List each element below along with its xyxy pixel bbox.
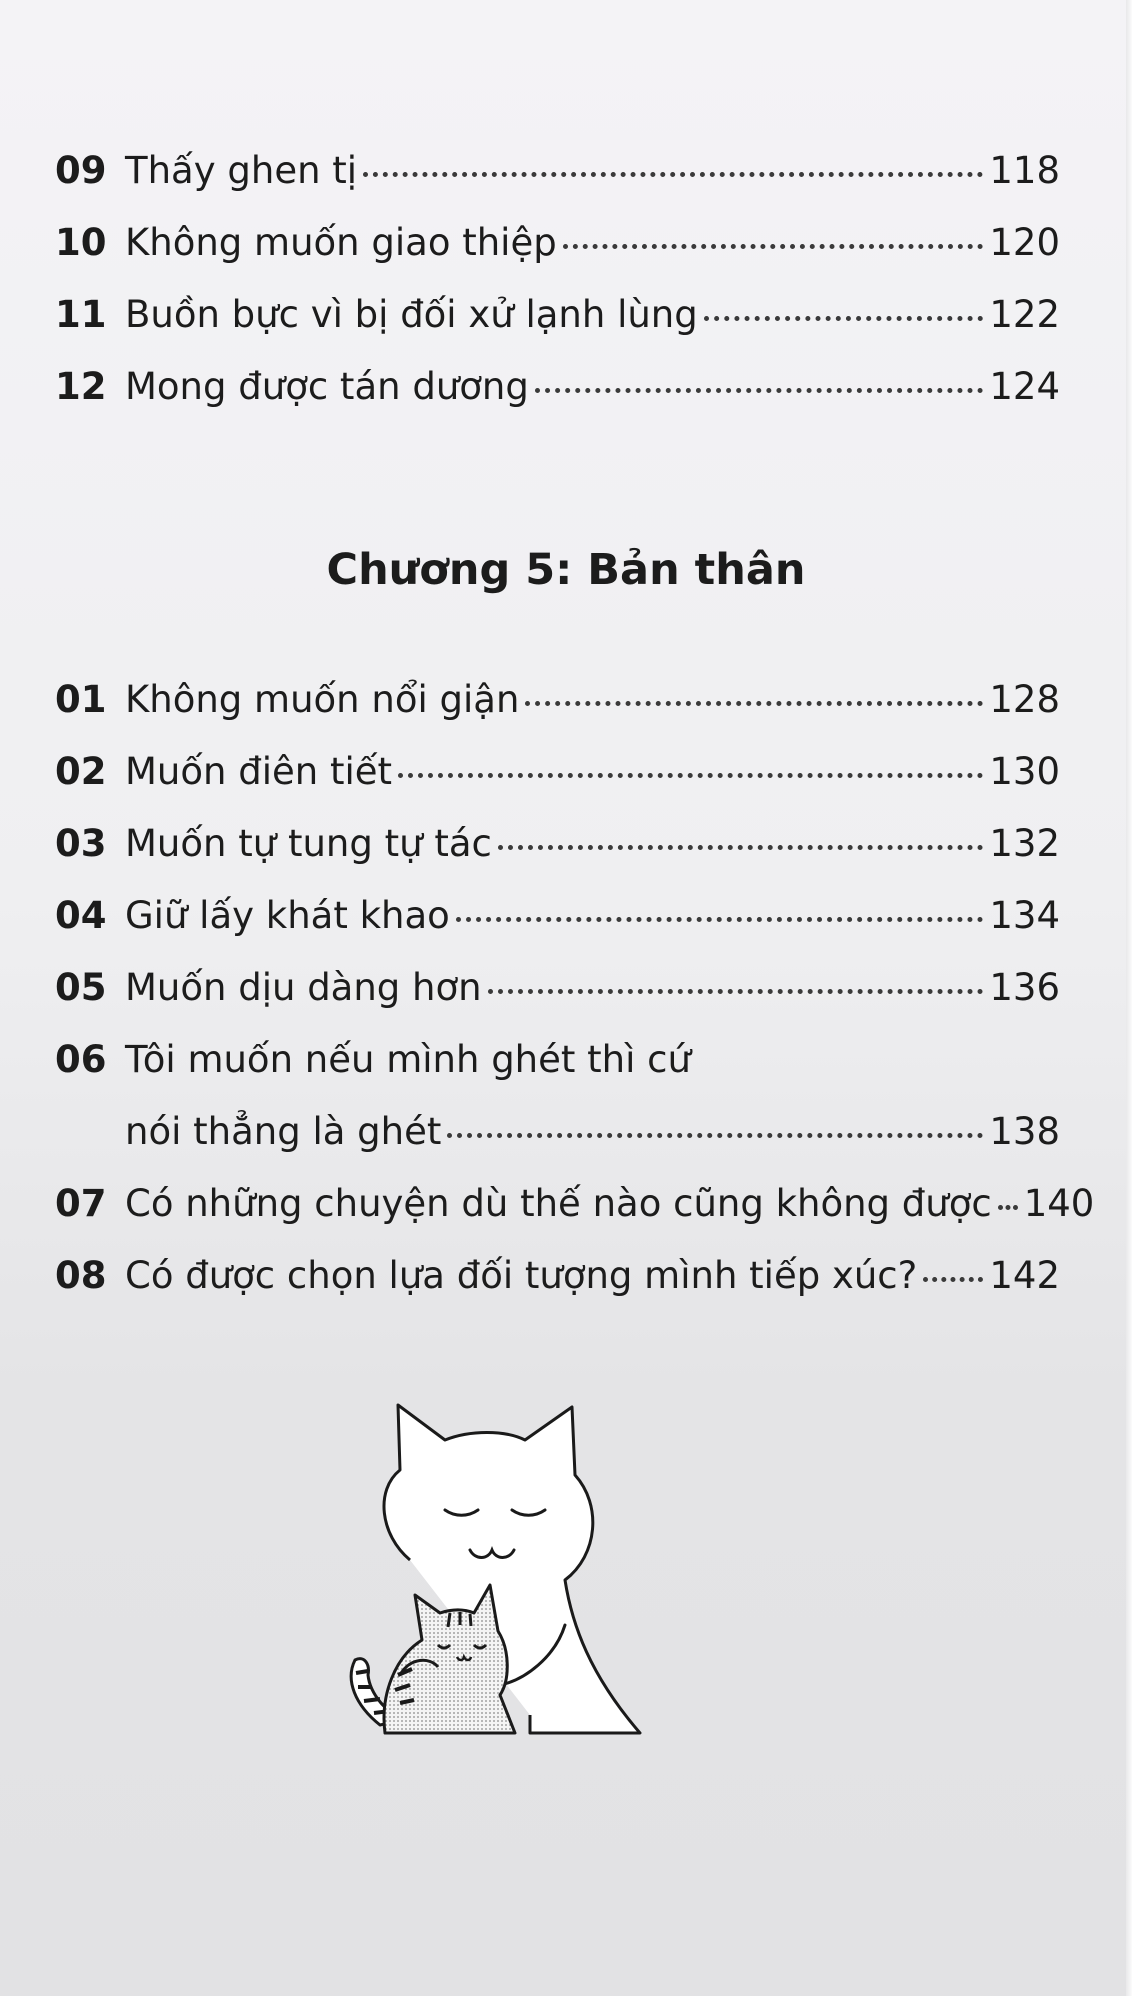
toc-entry-page: 140 — [1023, 1182, 1095, 1225]
leader-dots — [525, 701, 983, 706]
toc-entry-number: 06 — [55, 1038, 107, 1081]
toc-entry-number: 05 — [55, 966, 107, 1009]
toc-entry-title: Muốn điên tiết — [125, 750, 393, 793]
cat-holding-kitten-icon — [340, 1395, 670, 1745]
leader-dots — [488, 989, 984, 994]
toc-entry — [55, 1168, 1095, 1240]
toc-section-previous — [55, 135, 1060, 423]
chapter-heading: Chương 5: Bản thân — [326, 545, 806, 595]
toc-entry — [55, 1240, 1060, 1312]
toc-entry-title: Không muốn giao thiệp — [125, 221, 557, 264]
leader-dots — [563, 244, 984, 249]
toc-entry-title: Không muốn nổi giận — [125, 678, 520, 721]
page-edge — [1126, 0, 1132, 1996]
toc-entry-page: 136 — [989, 966, 1060, 1009]
toc-entry-page: 130 — [989, 750, 1060, 793]
toc-entry-page: 122 — [989, 293, 1060, 336]
toc-entry-number: 03 — [55, 822, 107, 865]
leader-dots — [398, 773, 983, 778]
toc-entry — [55, 880, 1060, 952]
toc-entry — [55, 736, 1060, 808]
leader-dots — [704, 316, 984, 321]
toc-entry-page: 134 — [989, 894, 1060, 937]
toc-entry — [55, 664, 1060, 736]
toc-entry-number: 09 — [55, 149, 107, 192]
toc-entry-continuation — [55, 1096, 1060, 1168]
toc-entry-page: 118 — [989, 149, 1060, 192]
toc-entry-number: 12 — [55, 365, 107, 408]
toc-entry-title: Có được chọn lựa đối tượng mình tiếp xúc? — [125, 1254, 918, 1297]
toc-entry — [55, 351, 1060, 423]
leader-dots — [998, 1205, 1018, 1210]
toc-entry-number: 01 — [55, 678, 107, 721]
toc-entry-number: 08 — [55, 1254, 107, 1297]
leader-dots — [456, 917, 984, 922]
toc-entry-title: Muốn tự tung tự tác — [125, 822, 492, 865]
toc-entry-title: Có những chuyện dù thế nào cũng không được — [125, 1182, 992, 1225]
toc-entry-page: 142 — [989, 1254, 1060, 1297]
toc-entry-title: nói thẳng là ghét — [125, 1110, 442, 1153]
toc-entry-page: 124 — [989, 365, 1060, 408]
toc-entry-number: 04 — [55, 894, 107, 937]
toc-entry — [55, 808, 1060, 880]
toc-entry-title: Giữ lấy khát khao — [125, 894, 450, 937]
toc-entry — [55, 135, 1060, 207]
toc-entry — [55, 207, 1060, 279]
leader-dots — [363, 172, 983, 177]
toc-entry-title: Muốn dịu dàng hơn — [125, 966, 482, 1009]
toc-entry-number: 07 — [55, 1182, 107, 1225]
leader-dots — [447, 1133, 983, 1138]
toc-entry-title: Mong được tán dương — [125, 365, 529, 408]
toc-entry — [55, 279, 1060, 351]
toc-section-chapter5 — [55, 664, 1095, 1312]
leader-dots — [498, 845, 984, 850]
toc-entry-page: 120 — [989, 221, 1060, 264]
toc-entry-page: 128 — [989, 678, 1060, 721]
toc-entry-title: Thấy ghen tị — [125, 149, 358, 192]
leader-dots — [535, 388, 984, 393]
toc-entry-page: 138 — [989, 1110, 1060, 1153]
toc-entry — [55, 1024, 1060, 1096]
toc-entry-title-line1: Tôi muốn nếu mình ghét thì cứ — [125, 1038, 691, 1081]
toc-entry-number: 11 — [55, 293, 107, 336]
toc-entry-number: 02 — [55, 750, 107, 793]
toc-entry-page: 132 — [989, 822, 1060, 865]
toc-entry-title: Buồn bực vì bị đối xử lạnh lùng — [125, 293, 698, 336]
toc-entry-number: 10 — [55, 221, 107, 264]
leader-dots — [923, 1277, 983, 1282]
toc-entry — [55, 952, 1060, 1024]
